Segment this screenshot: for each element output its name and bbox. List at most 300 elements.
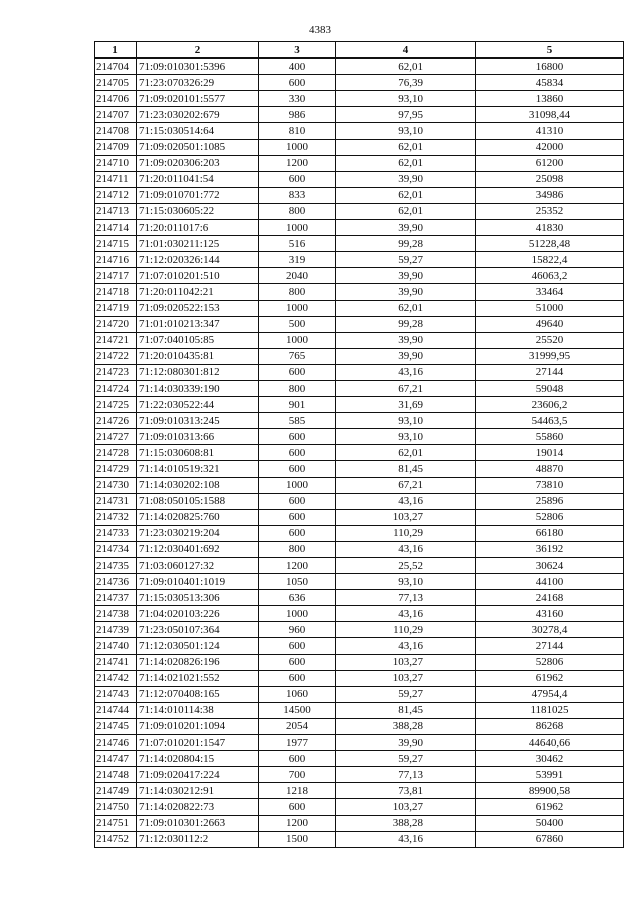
- table-row: [95, 107, 624, 123]
- area-cell: 600: [259, 670, 336, 686]
- table-row: [95, 332, 624, 348]
- table-row: [95, 58, 624, 75]
- cadastral-number-cell: 71:14:020804:15: [137, 751, 259, 767]
- row-number-cell: 214737: [95, 590, 137, 606]
- table-row: [95, 590, 624, 606]
- value-cell: 16800: [476, 58, 624, 75]
- row-number-cell: 214705: [95, 75, 137, 91]
- cadastral-number-cell: 71:12:080301:812: [137, 364, 259, 380]
- area-cell: 400: [259, 58, 336, 75]
- rate-cell: 110,29: [336, 622, 476, 638]
- cadastral-number-cell: 71:09:020501:1085: [137, 139, 259, 155]
- value-cell: 59048: [476, 380, 624, 396]
- row-number-cell: 214747: [95, 751, 137, 767]
- area-cell: 960: [259, 622, 336, 638]
- cadastral-number-cell: 71:23:050107:364: [137, 622, 259, 638]
- rate-cell: 99,28: [336, 316, 476, 332]
- value-cell: 46063,2: [476, 268, 624, 284]
- rate-cell: 39,90: [336, 171, 476, 187]
- value-cell: 86268: [476, 718, 624, 734]
- row-number-cell: 214746: [95, 735, 137, 751]
- row-number-cell: 214731: [95, 493, 137, 509]
- area-cell: 1200: [259, 815, 336, 831]
- table-row: [95, 638, 624, 654]
- table-row: [95, 187, 624, 203]
- cadastral-number-cell: 71:14:021021:552: [137, 670, 259, 686]
- row-number-cell: 214752: [95, 831, 137, 847]
- rate-cell: 103,27: [336, 654, 476, 670]
- row-number-cell: 214726: [95, 413, 137, 429]
- row-number-cell: 214751: [95, 815, 137, 831]
- rate-cell: 93,10: [336, 429, 476, 445]
- cadastral-number-cell: 71:20:011042:21: [137, 284, 259, 300]
- area-cell: 1000: [259, 220, 336, 236]
- table-row: [95, 268, 624, 284]
- table-row: [95, 735, 624, 751]
- rate-cell: 62,01: [336, 139, 476, 155]
- cadastral-number-cell: 71:15:030608:81: [137, 445, 259, 461]
- column-header-2: 2: [137, 42, 259, 59]
- value-cell: 33464: [476, 284, 624, 300]
- cadastral-number-cell: 71:14:020822:73: [137, 799, 259, 815]
- row-number-cell: 214743: [95, 686, 137, 702]
- area-cell: 600: [259, 429, 336, 445]
- cadastral-number-cell: 71:15:030605:22: [137, 203, 259, 219]
- column-header-3: 3: [259, 42, 336, 59]
- value-cell: 34986: [476, 187, 624, 203]
- cadastral-number-cell: 71:20:011017:6: [137, 220, 259, 236]
- row-number-cell: 214719: [95, 300, 137, 316]
- table-row: [95, 75, 624, 91]
- page-number: 4383: [309, 24, 331, 36]
- area-cell: 600: [259, 461, 336, 477]
- header-row: [95, 42, 624, 59]
- area-cell: 600: [259, 75, 336, 91]
- value-cell: 15822,4: [476, 252, 624, 268]
- row-number-cell: 214708: [95, 123, 137, 139]
- table-row: [95, 654, 624, 670]
- row-number-cell: 214728: [95, 445, 137, 461]
- row-number-cell: 214748: [95, 767, 137, 783]
- area-cell: 330: [259, 91, 336, 107]
- row-number-cell: 214734: [95, 541, 137, 557]
- rate-cell: 388,28: [336, 718, 476, 734]
- row-number-cell: 214745: [95, 718, 137, 734]
- table-row: [95, 525, 624, 541]
- value-cell: 41310: [476, 123, 624, 139]
- rate-cell: 81,45: [336, 702, 476, 718]
- cadastral-number-cell: 71:07:040105:85: [137, 332, 259, 348]
- rate-cell: 62,01: [336, 300, 476, 316]
- table-row: [95, 702, 624, 718]
- rate-cell: 93,10: [336, 574, 476, 590]
- table-body: [95, 58, 624, 847]
- area-cell: 600: [259, 638, 336, 654]
- rate-cell: 76,39: [336, 75, 476, 91]
- rate-cell: 103,27: [336, 799, 476, 815]
- value-cell: 25352: [476, 203, 624, 219]
- cadastral-number-cell: 71:20:011041:54: [137, 171, 259, 187]
- cadastral-number-cell: 71:23:030219:204: [137, 525, 259, 541]
- area-cell: 585: [259, 413, 336, 429]
- rate-cell: 81,45: [336, 461, 476, 477]
- row-number-cell: 214729: [95, 461, 137, 477]
- value-cell: 67860: [476, 831, 624, 847]
- table-row: [95, 541, 624, 557]
- rate-cell: 67,21: [336, 380, 476, 396]
- area-cell: 1200: [259, 558, 336, 574]
- rate-cell: 39,90: [336, 268, 476, 284]
- value-cell: 45834: [476, 75, 624, 91]
- row-number-cell: 214733: [95, 525, 137, 541]
- row-number-cell: 214739: [95, 622, 137, 638]
- area-cell: 800: [259, 203, 336, 219]
- value-cell: 61962: [476, 799, 624, 815]
- row-number-cell: 214722: [95, 348, 137, 364]
- row-number-cell: 214704: [95, 58, 137, 75]
- row-number-cell: 214736: [95, 574, 137, 590]
- row-number-cell: 214716: [95, 252, 137, 268]
- row-number-cell: 214718: [95, 284, 137, 300]
- value-cell: 51000: [476, 300, 624, 316]
- area-cell: 800: [259, 541, 336, 557]
- value-cell: 19014: [476, 445, 624, 461]
- area-cell: 800: [259, 284, 336, 300]
- area-cell: 500: [259, 316, 336, 332]
- table-row: [95, 364, 624, 380]
- table-row: [95, 171, 624, 187]
- row-number-cell: 214744: [95, 702, 137, 718]
- table-row: [95, 574, 624, 590]
- rate-cell: 39,90: [336, 332, 476, 348]
- table-row: [95, 477, 624, 493]
- table-row: [95, 316, 624, 332]
- rate-cell: 62,01: [336, 187, 476, 203]
- area-cell: 1977: [259, 735, 336, 751]
- row-number-cell: 214740: [95, 638, 137, 654]
- area-cell: 516: [259, 236, 336, 252]
- value-cell: 52806: [476, 509, 624, 525]
- area-cell: 901: [259, 397, 336, 413]
- cadastral-number-cell: 71:09:010313:245: [137, 413, 259, 429]
- area-cell: 1200: [259, 155, 336, 171]
- value-cell: 43160: [476, 606, 624, 622]
- value-cell: 44640,66: [476, 735, 624, 751]
- table-row: [95, 220, 624, 236]
- table-row: [95, 203, 624, 219]
- table-row: [95, 751, 624, 767]
- value-cell: 30278,4: [476, 622, 624, 638]
- rate-cell: 97,95: [336, 107, 476, 123]
- table-row: [95, 815, 624, 831]
- row-number-cell: 214707: [95, 107, 137, 123]
- value-cell: 27144: [476, 364, 624, 380]
- value-cell: 48870: [476, 461, 624, 477]
- row-number-cell: 214750: [95, 799, 137, 815]
- value-cell: 1181025: [476, 702, 624, 718]
- table-row: [95, 252, 624, 268]
- area-cell: 600: [259, 171, 336, 187]
- area-cell: 2054: [259, 718, 336, 734]
- cadastral-number-cell: 71:04:020103:226: [137, 606, 259, 622]
- cadastral-number-cell: 71:09:020417:224: [137, 767, 259, 783]
- table-row: [95, 155, 624, 171]
- rate-cell: 73,81: [336, 783, 476, 799]
- rate-cell: 43,16: [336, 541, 476, 557]
- cadastral-number-cell: 71:22:030522:44: [137, 397, 259, 413]
- area-cell: 1000: [259, 606, 336, 622]
- table-row: [95, 461, 624, 477]
- row-number-cell: 214709: [95, 139, 137, 155]
- table-row: [95, 767, 624, 783]
- rate-cell: 43,16: [336, 493, 476, 509]
- table-row: [95, 493, 624, 509]
- area-cell: 800: [259, 380, 336, 396]
- column-header-5: 5: [476, 42, 624, 59]
- area-cell: 600: [259, 525, 336, 541]
- rate-cell: 59,27: [336, 252, 476, 268]
- table-row: [95, 718, 624, 734]
- cadastral-number-cell: 71:12:030401:692: [137, 541, 259, 557]
- area-cell: 600: [259, 654, 336, 670]
- area-cell: 600: [259, 799, 336, 815]
- value-cell: 25098: [476, 171, 624, 187]
- rate-cell: 388,28: [336, 815, 476, 831]
- column-header-1: 1: [95, 42, 137, 59]
- rate-cell: 93,10: [336, 123, 476, 139]
- rate-cell: 43,16: [336, 364, 476, 380]
- table-row: [95, 558, 624, 574]
- area-cell: 1000: [259, 477, 336, 493]
- table-row: [95, 397, 624, 413]
- table-row: [95, 686, 624, 702]
- rate-cell: 103,27: [336, 509, 476, 525]
- table-row: [95, 380, 624, 396]
- row-number-cell: 214730: [95, 477, 137, 493]
- cadastral-number-cell: 71:09:020306:203: [137, 155, 259, 171]
- cadastral-number-cell: 71:07:010201:1547: [137, 735, 259, 751]
- area-cell: 2040: [259, 268, 336, 284]
- table-row: [95, 670, 624, 686]
- area-cell: 600: [259, 364, 336, 380]
- cadastral-number-cell: 71:15:030514:64: [137, 123, 259, 139]
- rate-cell: 59,27: [336, 686, 476, 702]
- table-row: [95, 606, 624, 622]
- area-cell: 1060: [259, 686, 336, 702]
- value-cell: 44100: [476, 574, 624, 590]
- value-cell: 30462: [476, 751, 624, 767]
- value-cell: 61200: [476, 155, 624, 171]
- cadastral-number-cell: 71:14:030202:108: [137, 477, 259, 493]
- value-cell: 27144: [476, 638, 624, 654]
- cadastral-number-cell: 71:09:010401:1019: [137, 574, 259, 590]
- cadastral-number-cell: 71:08:050105:1588: [137, 493, 259, 509]
- value-cell: 50400: [476, 815, 624, 831]
- row-number-cell: 214713: [95, 203, 137, 219]
- cadastral-number-cell: 71:09:020101:5577: [137, 91, 259, 107]
- area-cell: 810: [259, 123, 336, 139]
- row-number-cell: 214710: [95, 155, 137, 171]
- rate-cell: 43,16: [336, 831, 476, 847]
- area-cell: 600: [259, 445, 336, 461]
- area-cell: 600: [259, 509, 336, 525]
- data-table: [94, 41, 624, 848]
- rate-cell: 99,28: [336, 236, 476, 252]
- row-number-cell: 214725: [95, 397, 137, 413]
- cadastral-number-cell: 71:01:010213:347: [137, 316, 259, 332]
- table-row: [95, 348, 624, 364]
- cadastral-number-cell: 71:14:030339:190: [137, 380, 259, 396]
- row-number-cell: 214723: [95, 364, 137, 380]
- cadastral-number-cell: 71:07:010201:510: [137, 268, 259, 284]
- value-cell: 61962: [476, 670, 624, 686]
- rate-cell: 43,16: [336, 638, 476, 654]
- cadastral-number-cell: 71:09:010301:2663: [137, 815, 259, 831]
- rate-cell: 62,01: [336, 445, 476, 461]
- cadastral-number-cell: 71:14:010519:321: [137, 461, 259, 477]
- cadastral-number-cell: 71:14:020826:196: [137, 654, 259, 670]
- row-number-cell: 214715: [95, 236, 137, 252]
- rate-cell: 93,10: [336, 91, 476, 107]
- value-cell: 66180: [476, 525, 624, 541]
- area-cell: 1050: [259, 574, 336, 590]
- value-cell: 25896: [476, 493, 624, 509]
- rate-cell: 93,10: [336, 413, 476, 429]
- value-cell: 25520: [476, 332, 624, 348]
- area-cell: 319: [259, 252, 336, 268]
- table-row: [95, 139, 624, 155]
- cadastral-number-cell: 71:12:030112:2: [137, 831, 259, 847]
- cadastral-number-cell: 71:12:070408:165: [137, 686, 259, 702]
- row-number-cell: 214742: [95, 670, 137, 686]
- rate-cell: 31,69: [336, 397, 476, 413]
- area-cell: 986: [259, 107, 336, 123]
- table-row: [95, 509, 624, 525]
- row-number-cell: 214717: [95, 268, 137, 284]
- row-number-cell: 214741: [95, 654, 137, 670]
- rate-cell: 59,27: [336, 751, 476, 767]
- table-row: [95, 429, 624, 445]
- table-row: [95, 236, 624, 252]
- row-number-cell: 214706: [95, 91, 137, 107]
- row-number-cell: 214721: [95, 332, 137, 348]
- cadastral-number-cell: 71:09:020522:153: [137, 300, 259, 316]
- rate-cell: 77,13: [336, 767, 476, 783]
- area-cell: 1000: [259, 300, 336, 316]
- cadastral-number-cell: 71:14:020825:760: [137, 509, 259, 525]
- table-row: [95, 123, 624, 139]
- area-cell: 636: [259, 590, 336, 606]
- area-cell: 1000: [259, 139, 336, 155]
- table-row: [95, 413, 624, 429]
- cadastral-number-cell: 71:15:030513:306: [137, 590, 259, 606]
- cadastral-number-cell: 71:09:010701:772: [137, 187, 259, 203]
- cadastral-number-cell: 71:03:060127:32: [137, 558, 259, 574]
- value-cell: 13860: [476, 91, 624, 107]
- column-header-4: 4: [336, 42, 476, 59]
- rate-cell: 67,21: [336, 477, 476, 493]
- rate-cell: 39,90: [336, 220, 476, 236]
- cadastral-number-cell: 71:01:030211:125: [137, 236, 259, 252]
- row-number-cell: 214720: [95, 316, 137, 332]
- cadastral-number-cell: 71:09:010201:1094: [137, 718, 259, 734]
- value-cell: 52806: [476, 654, 624, 670]
- table-header: [95, 42, 624, 59]
- table-row: [95, 799, 624, 815]
- value-cell: 23606,2: [476, 397, 624, 413]
- table-row: [95, 445, 624, 461]
- row-number-cell: 214724: [95, 380, 137, 396]
- value-cell: 53991: [476, 767, 624, 783]
- value-cell: 31999,95: [476, 348, 624, 364]
- row-number-cell: 214712: [95, 187, 137, 203]
- rate-cell: 39,90: [336, 735, 476, 751]
- table-row: [95, 622, 624, 638]
- cadastral-number-cell: 71:12:020326:144: [137, 252, 259, 268]
- area-cell: 1218: [259, 783, 336, 799]
- cadastral-number-cell: 71:14:030212:91: [137, 783, 259, 799]
- area-cell: 833: [259, 187, 336, 203]
- cadastral-number-cell: 71:23:030202:679: [137, 107, 259, 123]
- area-cell: 1500: [259, 831, 336, 847]
- row-number-cell: 214714: [95, 220, 137, 236]
- cadastral-number-cell: 71:09:010301:5396: [137, 58, 259, 75]
- rate-cell: 103,27: [336, 670, 476, 686]
- cadastral-number-cell: 71:14:010114:38: [137, 702, 259, 718]
- area-cell: 600: [259, 493, 336, 509]
- row-number-cell: 214727: [95, 429, 137, 445]
- row-number-cell: 214738: [95, 606, 137, 622]
- row-number-cell: 214732: [95, 509, 137, 525]
- value-cell: 73810: [476, 477, 624, 493]
- rate-cell: 77,13: [336, 590, 476, 606]
- value-cell: 49640: [476, 316, 624, 332]
- table-row: [95, 284, 624, 300]
- row-number-cell: 214735: [95, 558, 137, 574]
- rate-cell: 110,29: [336, 525, 476, 541]
- rate-cell: 39,90: [336, 284, 476, 300]
- value-cell: 41830: [476, 220, 624, 236]
- area-cell: 600: [259, 751, 336, 767]
- area-cell: 700: [259, 767, 336, 783]
- value-cell: 24168: [476, 590, 624, 606]
- table-row: [95, 831, 624, 847]
- rate-cell: 62,01: [336, 155, 476, 171]
- value-cell: 36192: [476, 541, 624, 557]
- table-row: [95, 783, 624, 799]
- cadastral-number-cell: 71:12:030501:124: [137, 638, 259, 654]
- rate-cell: 62,01: [336, 203, 476, 219]
- area-cell: 14500: [259, 702, 336, 718]
- area-cell: 765: [259, 348, 336, 364]
- row-number-cell: 214749: [95, 783, 137, 799]
- value-cell: 42000: [476, 139, 624, 155]
- value-cell: 31098,44: [476, 107, 624, 123]
- rate-cell: 62,01: [336, 58, 476, 75]
- cadastral-number-cell: 71:09:010313:66: [137, 429, 259, 445]
- value-cell: 89900,58: [476, 783, 624, 799]
- area-cell: 1000: [259, 332, 336, 348]
- value-cell: 47954,4: [476, 686, 624, 702]
- rate-cell: 43,16: [336, 606, 476, 622]
- cadastral-number-cell: 71:23:070326:29: [137, 75, 259, 91]
- table-row: [95, 91, 624, 107]
- table-row: [95, 300, 624, 316]
- cadastral-number-cell: 71:20:010435:81: [137, 348, 259, 364]
- value-cell: 30624: [476, 558, 624, 574]
- value-cell: 51228,48: [476, 236, 624, 252]
- row-number-cell: 214711: [95, 171, 137, 187]
